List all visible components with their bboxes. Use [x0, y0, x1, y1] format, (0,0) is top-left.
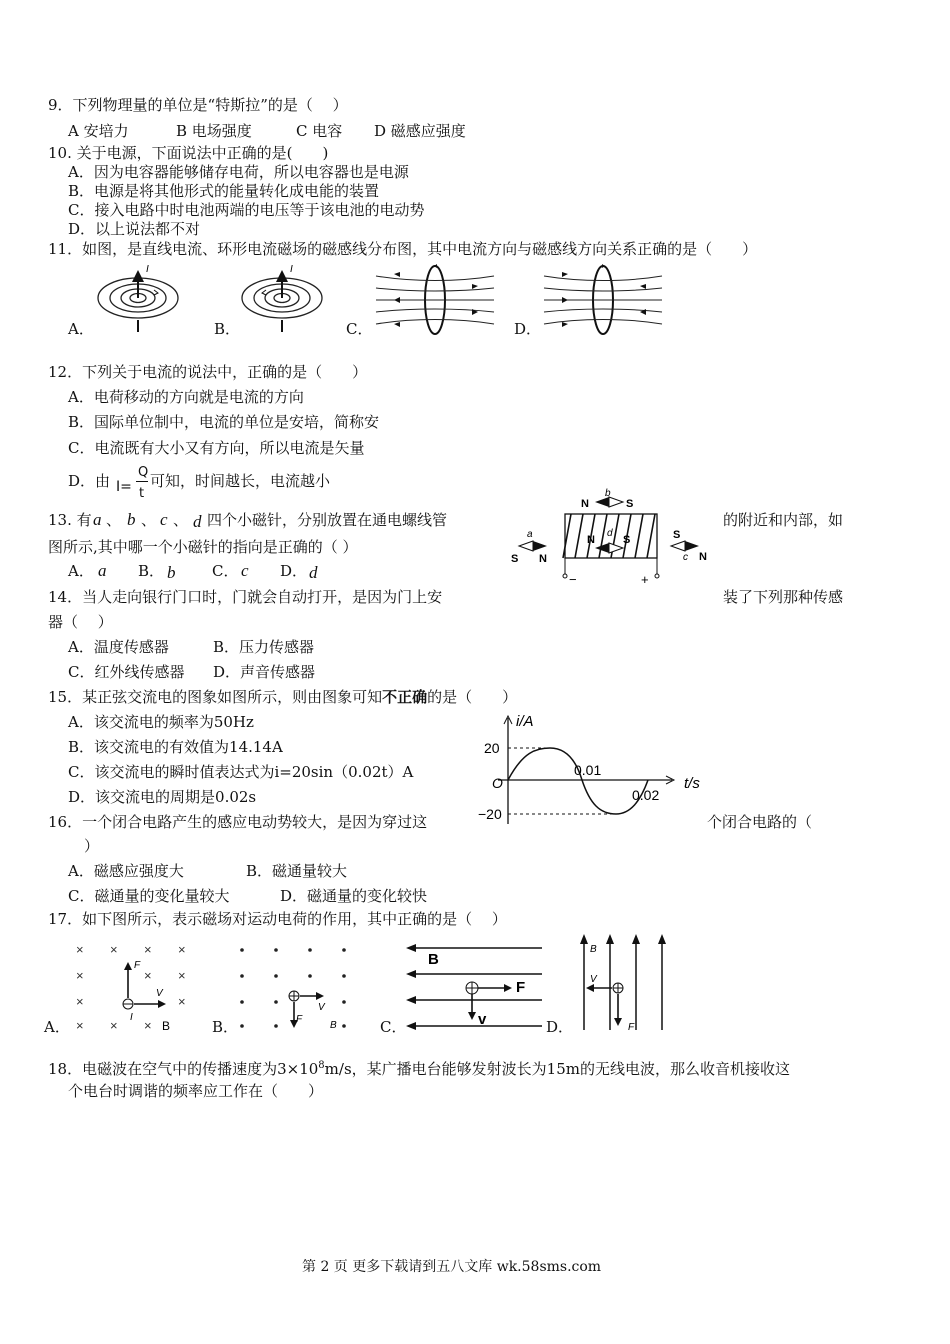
q13-d-n: N	[587, 534, 595, 546]
q17-a-cross: ×	[76, 1018, 84, 1033]
q17-a-force-label: F	[134, 960, 141, 971]
q14-option-a: A．温度传感器	[68, 638, 169, 656]
q11-label-c: C．	[346, 320, 373, 338]
q13-magnet-b: b	[127, 510, 136, 529]
q10-stem: 10. 关于电源，下面说法中正确的是( )	[48, 144, 329, 162]
q12-option-d-prefix: D．由	[68, 472, 111, 490]
q13-solenoid-figure	[505, 490, 717, 586]
q13-sep-1: 、	[106, 511, 122, 529]
q12-stem: 12．下列关于电流的说法中，正确的是（ ）	[48, 363, 368, 381]
q15-stem-emphasis: 不正确	[382, 688, 428, 706]
q13-option-a-value: a	[98, 561, 107, 580]
q17-label-a: A．	[44, 1018, 70, 1036]
q11-figure-d	[540, 262, 666, 338]
q12-option-d-suffix: 可知，时间越长，电流越小	[150, 472, 331, 490]
q14-stem-wrap: 器（ ）	[48, 613, 113, 631]
q10-option-c: C．接入电路中时电池两端的电压等于该电池的电动势	[68, 201, 425, 219]
q13-plus-terminal: +	[641, 572, 649, 587]
q17-label-d: D．	[546, 1018, 574, 1036]
q17-a-cross: ×	[76, 968, 84, 983]
q13-stem-end: 的附近和内部，如	[723, 511, 844, 529]
q17-a-field-label: B	[162, 1019, 171, 1033]
q17-a-current-label: I	[130, 1012, 133, 1023]
q13-sep-2: 、	[141, 511, 157, 529]
q15-option-a: A．该交流电的频率为50Hz	[68, 713, 254, 731]
q14-option-b: B．压力传感器	[213, 638, 315, 656]
q18-line-1	[48, 1057, 790, 1078]
q16-option-a: A．磁感应强度大	[68, 862, 184, 880]
q17-a-cross: ×	[144, 942, 152, 957]
q13-b-s: S	[626, 498, 634, 510]
q17-a-cross: ×	[178, 994, 186, 1009]
q18-line-1-end: m/s，某广播电台能够发射波长为15m的无线电波，那么收音机接收这	[324, 1060, 790, 1078]
q13-option-b-value: b	[167, 563, 176, 582]
q13-option-c-value: c	[241, 561, 249, 580]
q13-d-s: S	[623, 534, 631, 546]
q17-figure-c	[404, 940, 544, 1032]
q9-stem: 9．下列物理量的单位是“特斯拉”的是（ ）	[48, 96, 348, 114]
q17-a-cross: ×	[144, 1018, 152, 1033]
q13-line-2: 图所示,其中哪一个小磁针的指向是正确的（ ）	[48, 538, 358, 556]
q17-c-velocity-label: v	[478, 1011, 487, 1028]
q10-option-a: A．因为电容器能够储存电荷，所以电容器也是电源	[68, 163, 409, 181]
q15-x-axis-label: t/s	[684, 775, 700, 792]
q18-exponent: 8	[318, 1060, 325, 1071]
q15-origin-label: O	[492, 775, 503, 791]
q17-a-cross: ×	[76, 942, 84, 957]
q11-label-d: D．	[514, 320, 542, 338]
page-footer: 第 2 页 更多下载请到五八文库 wk.58sms.com	[302, 1259, 602, 1275]
q11-figure-c	[372, 262, 498, 338]
q16-option-b: B．磁通量较大	[246, 862, 348, 880]
q17-b-velocity-label: V	[318, 1002, 325, 1013]
q17-a-cross: ×	[110, 942, 118, 957]
q13-c-s: S	[673, 529, 681, 541]
q13-minus-terminal: −	[569, 572, 577, 587]
q11-stem: 11．如图，是直线电流、环形电流磁场的磁感线分布图，其中电流方向与磁感线方向关系正确的是（ ）	[48, 240, 758, 258]
q10-option-d: D．以上说法都不对	[68, 220, 201, 238]
q13-magnet-a: a	[93, 510, 102, 529]
q14-option-c: C．红外线传感器	[68, 663, 185, 681]
q13-a-s: S	[511, 553, 519, 565]
q17-d-velocity-label: V	[590, 974, 597, 985]
q17-a-cross: ×	[178, 942, 186, 957]
q9-option-a: A 安培力	[68, 122, 129, 140]
q12-formula-numerator: Q	[138, 465, 149, 480]
q13-magnet-d: d	[193, 512, 202, 531]
q17-a-velocity-label: V	[156, 988, 163, 999]
q16-stem-start: 16．一个闭合电路产生的感应电动势较大，是因为穿过这	[48, 813, 428, 831]
q15-option-b: B．该交流电的有效值为14.14A	[68, 738, 283, 756]
q15-y-max-label: 20	[484, 740, 500, 756]
q16-option-d: D．磁通量的变化较快	[280, 887, 428, 905]
q11-figure-a	[96, 258, 192, 334]
q13-magnet-c: c	[160, 510, 168, 529]
q13-option-d-value: d	[309, 563, 318, 582]
q15-sine-graph	[478, 712, 718, 830]
q17-b-field-label: B	[330, 1020, 337, 1031]
q11-b-current-label: I	[290, 264, 293, 275]
q9-option-d: D 磁感应强度	[374, 122, 466, 140]
q17-c-field-label: B	[428, 951, 439, 968]
q15-t1-label: 0.01	[574, 762, 602, 778]
q13-option-d-label: D．	[280, 562, 308, 580]
q13-stem-middle: 四个小磁针，分别放置在通电螺线管	[207, 511, 448, 529]
q15-stem	[48, 688, 517, 706]
q15-option-c: C．该交流电的瞬时值表达式为i=20sin（0.02t）A	[68, 763, 414, 781]
q17-a-cross: ×	[144, 968, 152, 983]
q17-d-field-label: B	[590, 944, 597, 955]
q12-option-b: B．国际单位制中，电流的单位是安培，简称安	[68, 413, 380, 431]
q15-t2-label: 0.02	[632, 787, 660, 803]
q13-option-b-label: B．	[138, 562, 165, 580]
q16-stem-end: 个闭合电路的（	[707, 813, 813, 831]
q15-stem-post: 的是（ ）	[427, 688, 518, 706]
q15-option-d: D．该交流电的周期是0.02s	[68, 788, 257, 806]
q18-line-2: 个电台时调谐的频率应工作在（ ）	[68, 1082, 324, 1100]
q16-option-c: C．磁通量的变化量较大	[68, 887, 230, 905]
q13-a-n: N	[539, 553, 547, 565]
q15-stem-pre: 15．某正弦交流电的图象如图所示，则由图象可知	[48, 688, 383, 706]
q13-option-a-label: A．	[68, 562, 94, 580]
q16-stem-wrap: ）	[84, 837, 100, 855]
q12-option-a: A．电荷移动的方向就是电流的方向	[68, 388, 304, 406]
q10-option-b: B．电源是将其他形式的能量转化成电能的装置	[68, 182, 380, 200]
q17-label-b: B．	[212, 1018, 239, 1036]
q17-b-force-label: F	[296, 1014, 303, 1025]
q14-stem-end: 装了下列那种传感	[723, 588, 844, 606]
q12-formula-denominator: t	[139, 486, 145, 501]
q17-label-c: C．	[380, 1018, 407, 1036]
q11-label-b: B．	[214, 320, 241, 338]
q13-a-label: a	[527, 529, 533, 540]
q13-c-n: N	[699, 551, 707, 563]
q13-b-label: b	[605, 488, 611, 499]
q17-figure-b	[238, 944, 368, 1036]
q15-y-axis-label: i/A	[516, 713, 534, 730]
q13-option-c-label: C．	[212, 562, 239, 580]
q9-option-b: B 电场强度	[176, 122, 252, 140]
q12-fraction-bar	[136, 481, 148, 482]
q11-label-a: A．	[68, 320, 94, 338]
q18-line-1-start: 18．电磁波在空气中的传播速度为3×10	[48, 1060, 319, 1078]
q14-stem-start: 14．当人走向银行门口时，门就会自动打开，是因为门上安	[48, 588, 443, 606]
q14-option-d: D．声音传感器	[213, 663, 316, 681]
q17-a-cross: ×	[178, 968, 186, 983]
q12-formula-lhs: I=	[116, 479, 132, 495]
q15-y-min-label: −20	[478, 806, 502, 822]
q13-c-label: c	[683, 552, 688, 563]
q17-figure-a	[74, 940, 204, 1032]
q9-option-c: C 电容	[296, 122, 343, 140]
q11-figure-b	[240, 258, 336, 334]
q11-a-current-label: I	[146, 264, 149, 275]
q13-b-n: N	[581, 498, 589, 510]
q17-a-cross: ×	[76, 994, 84, 1009]
q13-sep-3: 、	[173, 511, 189, 529]
q17-d-force-label: F	[628, 1022, 635, 1033]
q13-stem-start: 13. 有	[48, 511, 92, 529]
q13-d-label: d	[607, 528, 613, 539]
q17-a-cross: ×	[110, 1018, 118, 1033]
q12-option-c: C．电流既有大小又有方向，所以电流是矢量	[68, 439, 365, 457]
q17-figure-d	[574, 934, 670, 1034]
q17-stem: 17．如下图所示，表示磁场对运动电荷的作用，其中正确的是（ ）	[48, 910, 507, 928]
q17-c-force-label: F	[516, 979, 526, 996]
